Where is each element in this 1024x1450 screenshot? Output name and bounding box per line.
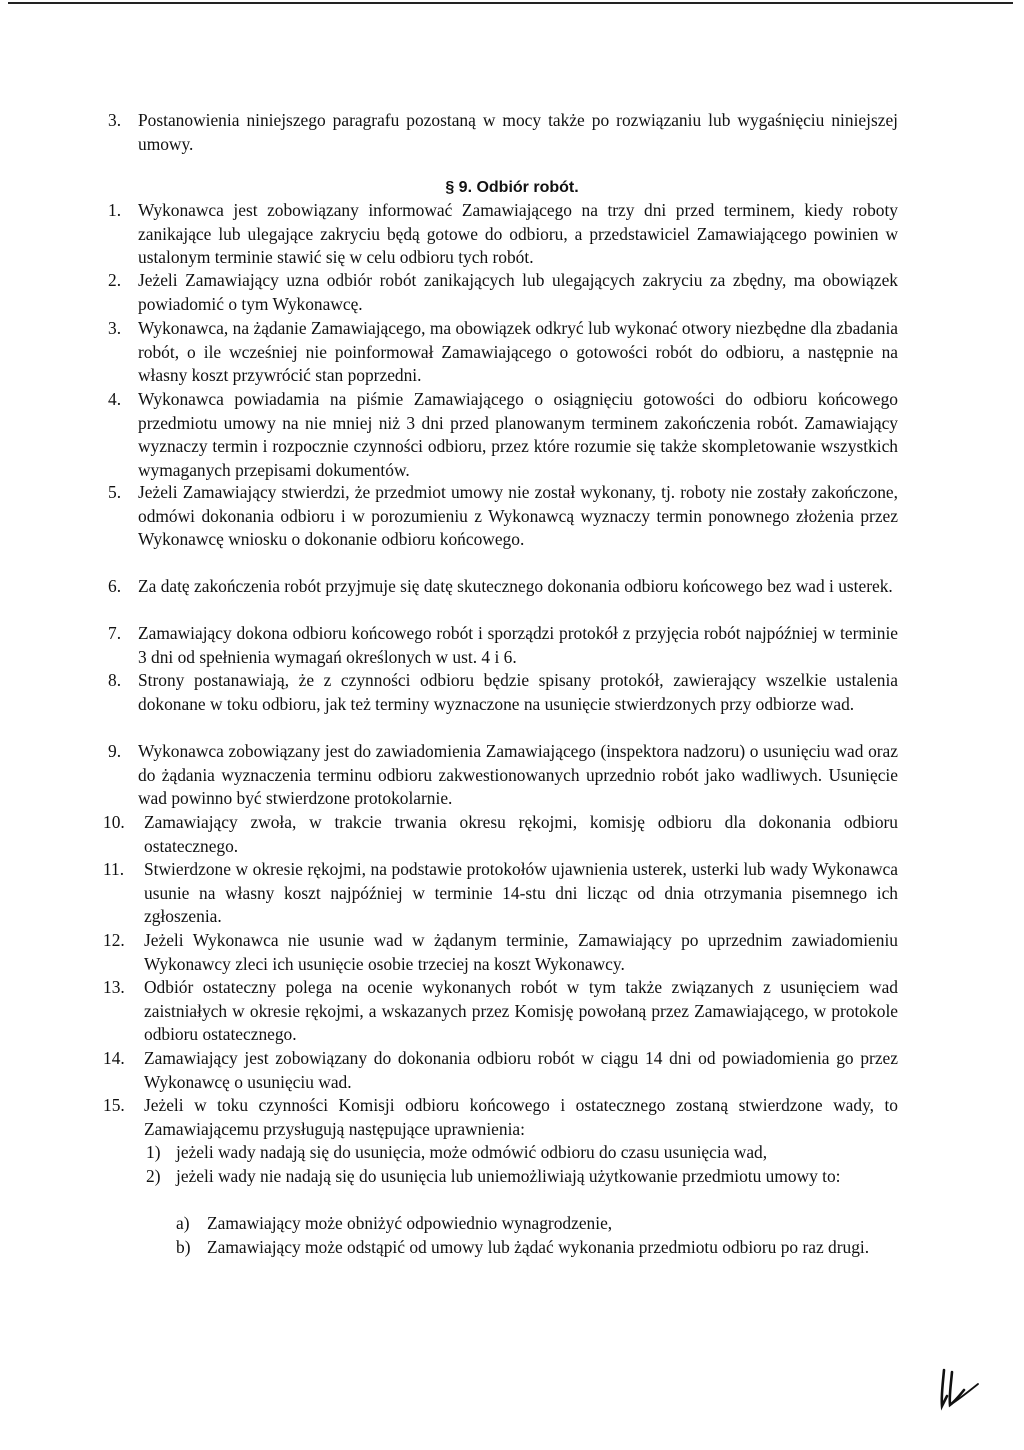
item-text: Odbiór ostateczny polega na ocenie wykonanych robót w tym także związanych z usunięciem wad zaistniałych w okresie rękojmi, a wskazanych przez Komisję powołaną przez Zamawiającego, w protokole odbioru ostatecznego.	[144, 977, 898, 1044]
item-number: 15.	[103, 1095, 125, 1115]
item-text: Za datę zakończenia robót przyjmuje się datę skutecznego dokonania odbioru końcowego bez wad i usterek.	[138, 576, 893, 596]
item-text: Stwierdzone w okresie rękojmi, na podstawie protokołów ujawnienia usterek, usterki lub wady Wykonawca usunie na własny koszt najpóźniej w terminie 14-stu dni licząc od dnia otrzymania pisemnego ich zgłoszenia.	[144, 859, 898, 926]
item-text: Zamawiający jest zobowiązany do dokonania odbioru robót w ciągu 14 dni od powiadomienia go przez Wykonawcę o usunięciu wad.	[144, 1048, 898, 1092]
top-border-line	[8, 2, 1013, 4]
sub-item-text: jeżeli wady nie nadają się do usunięcia lub uniemożliwiają użytkowanie przedmiotu umowy to:	[176, 1166, 841, 1186]
item-text: Wykonawca jest zobowiązany informować Zamawiającego na trzy dni przed terminem, kiedy roboty zanikające lub ulegające zakryciu będą gotowe do odbioru, a przedstawiciel Zamawiającego powinien w ustalonym terminie stawić się w celu odbioru tych robót.	[138, 200, 898, 267]
item-text: Jeżeli w toku czynności Komisji odbioru końcowego i ostatecznego zostaną stwierdzone wady, to Zamawiającemu przysługują następujące uprawnienia:	[144, 1095, 898, 1139]
section-heading: § 9. Odbiór robót.	[445, 179, 579, 196]
item-text: Jeżeli Wykonawca nie usunie wad w żądanym terminie, Zamawiający po uprzednim zawiadomieniu Wykonawcy zleci ich usunięcie osobie trzeciej na koszt Wykonawcy.	[144, 930, 898, 974]
item-number: 4.	[108, 389, 122, 409]
item-text: Wykonawca powiadamia na piśmie Zamawiającego o osiągnięciu gotowości do odbioru końcowego przedmiotu umowy na nie mniej niż 3 dni przed planowanym terminem zakończenia robót. Zamawiający wyznaczy termin i rozpocznie czynności odbioru, przez które rozumie się także skompletowanie wszystkich wymaganych przepisami dokumentów.	[138, 389, 898, 480]
sub-item-number: 2)	[146, 1166, 161, 1186]
item-text: Zamawiający zwoła, w trakcie trwania okresu rękojmi, komisję odbioru dla dokonania odbioru ostatecznego.	[144, 812, 898, 856]
sub-item-text: jeżeli wady nadają się do usunięcia, może odmówić odbioru do czasu usunięcia wad,	[176, 1142, 768, 1162]
item-number: 1.	[108, 200, 122, 220]
sub-sub-item-text: Zamawiający może obniżyć odpowiednio wynagrodzenie,	[207, 1213, 613, 1233]
item-text: Zamawiający dokona odbioru końcowego robót i sporządzi protokół z przyjęcia robót najpóźniej w terminie 3 dni od spełnienia wymagań określonych w ust. 4 i 6.	[138, 623, 898, 667]
sub-sub-item-letter: a)	[176, 1213, 190, 1233]
sub-sub-item-text: Zamawiający może odstąpić od umowy lub żądać wykonania przedmiotu odbioru po raz drugi.	[207, 1237, 870, 1257]
item-number: 10.	[103, 812, 125, 832]
item-number: 14.	[103, 1048, 125, 1068]
item-number: 2.	[108, 270, 122, 290]
handwritten-initials-signature	[934, 1362, 984, 1412]
item-number: 13.	[103, 977, 125, 997]
item-number: 3.	[108, 110, 122, 130]
item-number: 11.	[103, 859, 125, 879]
item-number: 12.	[103, 930, 125, 950]
item-text: Wykonawca zobowiązany jest do zawiadomienia Zamawiającego (inspektora nadzoru) o usunięciu wad oraz do żądania wyznaczenia terminu odbioru zakwestionowanych uprzednio robót jako wadliwych. Usunięcie wad powinno być stwierdzone protokolarnie.	[138, 741, 898, 808]
item-number: 3.	[108, 318, 122, 338]
item-number: 9.	[108, 741, 122, 761]
item-number: 6.	[108, 576, 122, 596]
item-number: 8.	[108, 670, 122, 690]
item-number: 7.	[108, 623, 122, 643]
sub-sub-item-letter: b)	[176, 1237, 191, 1257]
sub-item-number: 1)	[146, 1142, 161, 1162]
item-text: Postanowienia niniejszego paragrafu pozostaną w mocy także po rozwiązaniu lub wygaśnięciu niniejszej umowy.	[138, 110, 898, 154]
item-text: Wykonawca, na żądanie Zamawiającego, ma obowiązek odkryć lub wykonać otwory niezbędne dla zbadania robót, o ile wcześniej nie poinformował Zamawiającego o gotowości robót do odbioru, a następnie na własny koszt przywrócić stan poprzedni.	[138, 318, 898, 385]
item-number: 5.	[108, 482, 122, 502]
item-text: Jeżeli Zamawiający stwierdzi, że przedmiot umowy nie został wykonany, tj. roboty nie zostały zakończone, odmówi dokonania odbioru i w porozumieniu z Wykonawcą wyznaczy termin ponownego złożenia przez Wykonawcę wniosku o dokonanie odbioru końcowego.	[138, 482, 898, 549]
item-text: Strony postanawiają, że z czynności odbioru będzie spisany protokół, zawierający wszelkie ustalenia dokonane w toku odbioru, jak też terminy wyznaczone na usunięcie stwierdzonych przy odbiorze wad.	[138, 670, 898, 714]
item-text: Jeżeli Zamawiający uzna odbiór robót zanikających lub ulegających zakryciu za zbędny, ma obowiązek powiadomić o tym Wykonawcę.	[138, 270, 898, 314]
